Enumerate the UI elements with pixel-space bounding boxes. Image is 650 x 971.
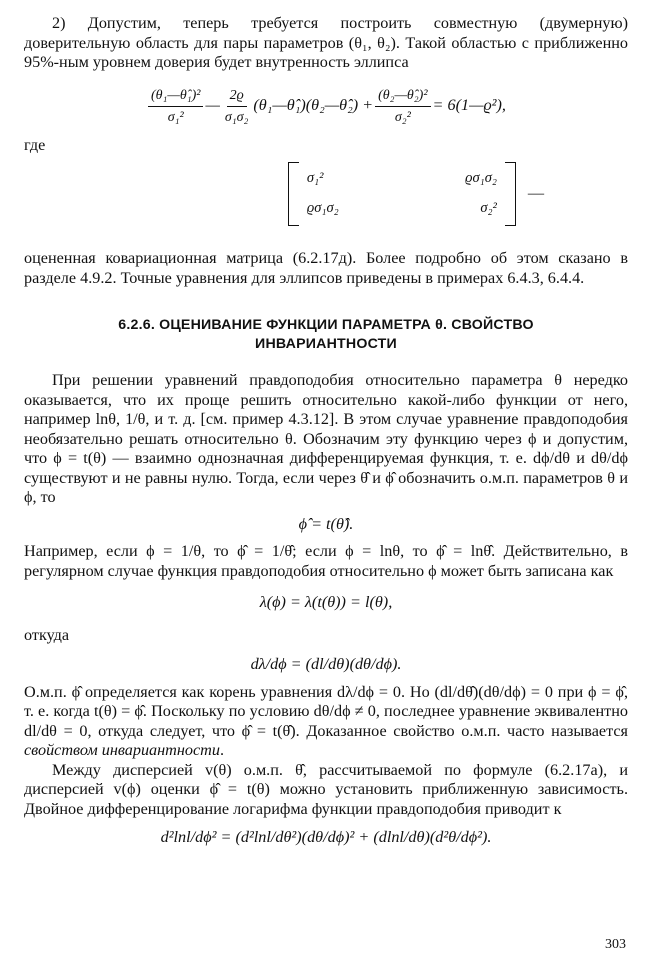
fraction-term-3 <box>375 87 430 126</box>
fraction-denominator: σ₁σ₂ <box>224 109 249 125</box>
formula-derivative: dλ/dϕ = (dl/dθ)(dθ/dϕ). <box>250 655 402 673</box>
word-where: где <box>24 135 46 154</box>
matrix-cell: σ₁² <box>306 170 324 187</box>
fraction-denominator: σ₂² <box>394 109 411 125</box>
heading-line-2: ИНВАРИАНТНОСТИ <box>255 336 397 352</box>
paragraph-confidence-region: 2) Допустим, теперь требуется построить совместную (двумерную) доверительную область для пары параметров (θ₁, θ₂). Такой областью с приближенно 95%-ным уровнем доверия будет внутренность эллипса <box>24 14 628 71</box>
matrix-cell: ϱσ₁σ₂ <box>465 170 497 187</box>
fraction-denominator: σ₁² <box>167 109 184 125</box>
paragraph-invariance-intro: При решении уравнений правдоподобия относительно параметра θ нередко оказывается, что их проще решить относительно какой-либо функции от него, например lnθ, 1/θ, и т. д. [см. пример 4.3.12]. В этом случае уравнение правдоподобия необязательно решать относительно θ. Обозначим эту функцию через ϕ и допустим, что ϕ = t(θ) — взаимно однозначная дифференцируемая функция, т. е. dϕ/dθ и dθ/dϕ существуют и не равны нулю. Тогда, если через θ̂ и ϕ̂ обозначить о.м.п. параметров θ и ϕ, то <box>24 371 628 506</box>
matrix-dash: — <box>527 184 545 203</box>
fraction-numerator: (θ₁—θ̂₁)² <box>148 87 203 107</box>
product-term: (θ₁—θ̂₁)(θ₂—θ̂₂) + <box>253 96 374 115</box>
heading-line-1: 6.2.6. ОЦЕНИВАНИЕ ФУНКЦИИ ПАРАМЕТРА θ. СВОЙСТВО <box>118 317 534 333</box>
fraction-term-1 <box>148 87 203 126</box>
invariance-term: свойством инвариантности <box>24 741 220 759</box>
paragraph-proof <box>24 683 628 761</box>
minus-sign: — <box>205 96 220 115</box>
proof-text: О.м.п. ϕ̂ определяется как корень уравнения dλ/dϕ = 0. Но (dl/dθ̂)(dθ/dϕ) = 0 при ϕ = ϕ̂, т. е. когда t(θ) = ϕ̂. Поскольку по условию dθ/dϕ ≠ 0, последнее уравнение эквивалентно dl/dθ = 0, откуда следует, что ϕ̂ = t(θ̂). Доказанное свойство о.м.п. часто называется <box>24 682 628 740</box>
fraction-numerator: (θ₂—θ̂₂)² <box>375 87 430 107</box>
paragraph-covariance: оцененная ковариационная матрица (6.2.17д). Более подробно об этом сказано в разделе 4.9.2. Точные уравнения для эллипсов приведены в примерах 6.4.3, 6.4.4. <box>24 249 628 287</box>
ellipse-equation <box>24 87 628 126</box>
fraction-numerator: 2ϱ <box>227 87 247 107</box>
page-content <box>24 14 628 848</box>
right-bracket <box>505 162 516 226</box>
formula-phi-hat: ϕ̂ = t(θ̂). <box>298 514 354 533</box>
formula-lambda: λ(ϕ) = λ(t(θ)) = l(θ), <box>259 593 393 611</box>
proof-end: . <box>219 741 225 759</box>
formula-second-derivative: d²lnl/dϕ² = (d²lnl/dθ²)(dθ/dϕ)² + (dlnl/dθ)(d²θ/dϕ²). <box>160 828 492 846</box>
section-heading <box>24 316 628 354</box>
equation-rhs: = 6(1—ϱ²), <box>432 96 506 115</box>
covariance-matrix <box>204 155 628 233</box>
paragraph-variance: Между дисперсией v(θ) о.м.п. θ̂, рассчитываемой по формуле (6.2.17а), и дисперсией v(ϕ) оценки ϕ̂ = t(θ) можно установить приближенную зависимость. Двойное дифференцирование логарифма функции правдоподобия приводит к <box>24 760 628 818</box>
matrix-cell: ϱσ₁σ₂ <box>306 200 339 217</box>
paragraph-example: Например, если ϕ = 1/θ, то ϕ̂ = 1/θ̂; если ϕ = lnθ, то ϕ̂ = lnθ̂. Действительно, в регулярном случае функция правдоподобия относительно ϕ может быть записана как <box>24 542 628 580</box>
fraction-term-2 <box>222 87 252 126</box>
left-bracket <box>288 162 299 226</box>
matrix-grid <box>299 164 505 224</box>
page-number: 303 <box>605 937 626 952</box>
word-whence: откуда <box>24 625 70 644</box>
matrix-cell: σ₂² <box>480 200 497 217</box>
